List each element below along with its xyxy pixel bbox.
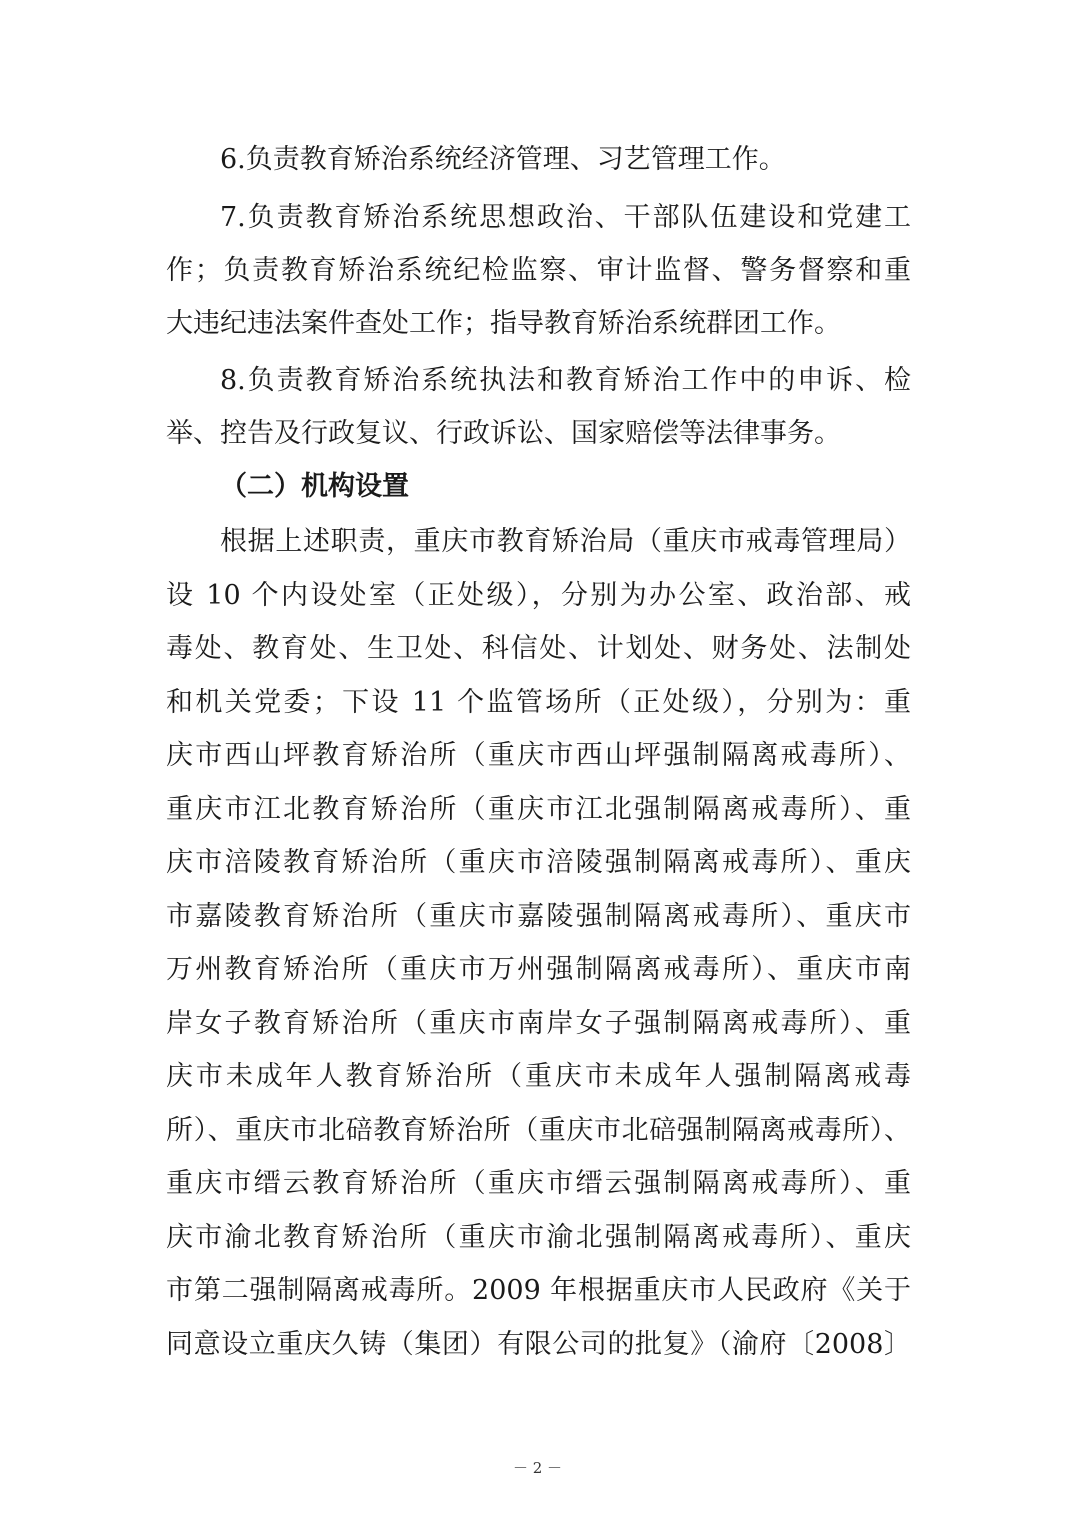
- body-paragraph-line-12: 所）、重庆市北碚教育矫治所（重庆市北碚强制隔离戒毒所）、: [166, 1115, 911, 1146]
- page-number: － 2 －: [512, 1459, 563, 1477]
- section-heading: （二）机构设置: [220, 471, 409, 502]
- paragraph-item-7-line-3: 大违纪违法案件查处工作；指导教育矫治系统群团工作。: [166, 308, 841, 339]
- body-paragraph-line-2: 设 10 个内设处室（正处级），分别为办公室、政治部、戒: [166, 580, 911, 611]
- paragraph-item-8-line-1: 8.负责教育矫治系统执法和教育矫治工作中的申诉、检: [220, 365, 911, 396]
- paragraph-item-7-line-2: 作；负责教育矫治系统纪检监察、审计监督、警务督察和重: [166, 255, 911, 286]
- body-paragraph-line-8: 市嘉陵教育矫治所（重庆市嘉陵强制隔离戒毒所）、重庆市: [166, 901, 911, 932]
- body-paragraph-line-7: 庆市涪陵教育矫治所（重庆市涪陵强制隔离戒毒所）、重庆: [166, 847, 911, 878]
- body-paragraph-line-13: 重庆市缙云教育矫治所（重庆市缙云强制隔离戒毒所）、重: [166, 1168, 911, 1199]
- paragraph-item-6: 6.负责教育矫治系统经济管理、习艺管理工作。: [220, 144, 786, 175]
- body-paragraph-line-6: 重庆市江北教育矫治所（重庆市江北强制隔离戒毒所）、重: [166, 794, 911, 825]
- body-paragraph-line-10: 岸女子教育矫治所（重庆市南岸女子强制隔离戒毒所）、重: [166, 1008, 911, 1039]
- body-paragraph-line-3: 毒处、教育处、生卫处、科信处、计划处、财务处、法制处: [166, 633, 911, 664]
- body-paragraph-line-5: 庆市西山坪教育矫治所（重庆市西山坪强制隔离戒毒所）、: [166, 740, 911, 771]
- body-paragraph-line-11: 庆市未成年人教育矫治所（重庆市未成年人强制隔离戒毒: [166, 1061, 911, 1092]
- body-paragraph-line-15: 市第二强制隔离戒毒所。2009 年根据重庆市人民政府《关于: [166, 1275, 911, 1306]
- body-paragraph-line-9: 万州教育矫治所（重庆市万州强制隔离戒毒所）、重庆市南: [166, 954, 911, 985]
- body-paragraph-line-4: 和机关党委；下设 11 个监管场所（正处级），分别为：重: [166, 687, 911, 718]
- paragraph-item-7-line-1: 7.负责教育矫治系统思想政治、干部队伍建设和党建工: [220, 202, 911, 233]
- body-paragraph-line-14: 庆市渝北教育矫治所（重庆市渝北强制隔离戒毒所）、重庆: [166, 1222, 911, 1253]
- body-paragraph-line-1: 根据上述职责，重庆市教育矫治局（重庆市戒毒管理局）: [220, 526, 911, 557]
- paragraph-item-8-line-2: 举、控告及行政复议、行政诉讼、国家赔偿等法律事务。: [166, 418, 841, 449]
- body-paragraph-line-16: 同意设立重庆久铸（集团）有限公司的批复》（渝府〔2008〕: [166, 1329, 911, 1360]
